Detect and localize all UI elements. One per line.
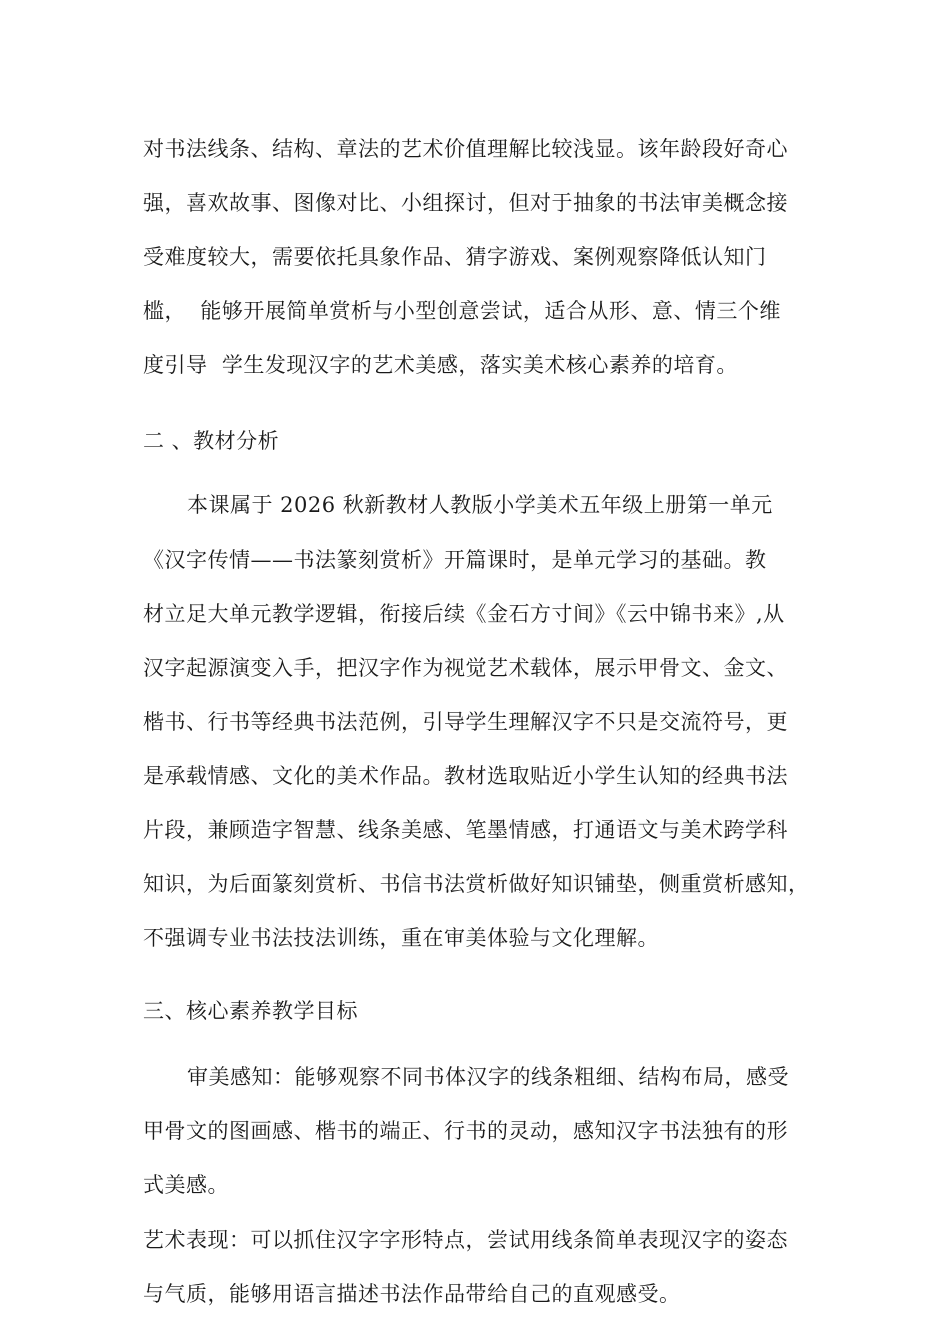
section2-line-4: 汉字起源演变入手，把汉字作为视觉艺术载体，展示甲骨文、金文、 <box>143 656 788 680</box>
section2-line-6: 是承载情感、文化的美术作品。教材选取贴近小学生认知的经典书法 <box>143 764 788 788</box>
aesthetic-line-3: 式美感。 <box>143 1173 229 1197</box>
art-expression-line-2: 与气质，能够用语言描述书法作品带给自己的直观感受。 <box>143 1282 681 1306</box>
aesthetic-line-2: 甲骨文的图画感、楷书的端正、行书的灵动，感知汉字书法独有的形 <box>143 1119 788 1143</box>
section2-line-5: 楷书、行书等经典书法范例，引导学生理解汉字不只是交流符号，更 <box>143 710 788 734</box>
section3-heading: 三、核心素养教学目标 <box>143 999 358 1023</box>
section2-line-8: 知识，为后面篆刻赏析、书信书法赏析做好知识铺垫，侧重赏析感知， <box>143 872 810 896</box>
section2-line-9: 不强调专业书法技法训练，重在审美体验与文化理解。 <box>143 926 659 950</box>
section2-line-1: 本课属于 2026 秋新教材人教版小学美术五年级上册第一单元 <box>187 493 773 517</box>
aesthetic-line-1: 审美感知：能够观察不同书体汉字的线条粗细、结构布局，感受 <box>187 1065 789 1089</box>
intro-line-5: 度引导 学生发现汉字的艺术美感，落实美术核心素养的培育。 <box>143 353 738 377</box>
section2-line-7: 片段，兼顾造字智慧、线条美感、笔墨情感，打通语文与美术跨学科 <box>143 818 788 842</box>
section2-line-2: 《汉字传情——书法篆刻赏析》开篇课时，是单元学习的基础。教 <box>143 548 767 572</box>
art-expression-line-1: 艺术表现：可以抓住汉字字形特点，尝试用线条简单表现汉字的姿态 <box>143 1228 788 1252</box>
section2-heading: 二 、教材分析 <box>143 429 280 453</box>
section2-line-3: 材立足大单元教学逻辑，衔接后续《金石方寸间》《云中锦书来》,从 <box>143 602 785 626</box>
intro-line-4: 槛， 能够开展简单赏析与小型创意尝试，适合从形、意、情三个维 <box>143 299 781 323</box>
intro-line-1: 对书法线条、结构、章法的艺术价值理解比较浅显。该年龄段好奇心 <box>143 137 788 161</box>
intro-line-3: 受难度较大，需要依托具象作品、猜字游戏、案例观察降低认知门 <box>143 245 767 269</box>
intro-line-2: 强，喜欢故事、图像对比、小组探讨，但对于抽象的书法审美概念接 <box>143 191 788 215</box>
